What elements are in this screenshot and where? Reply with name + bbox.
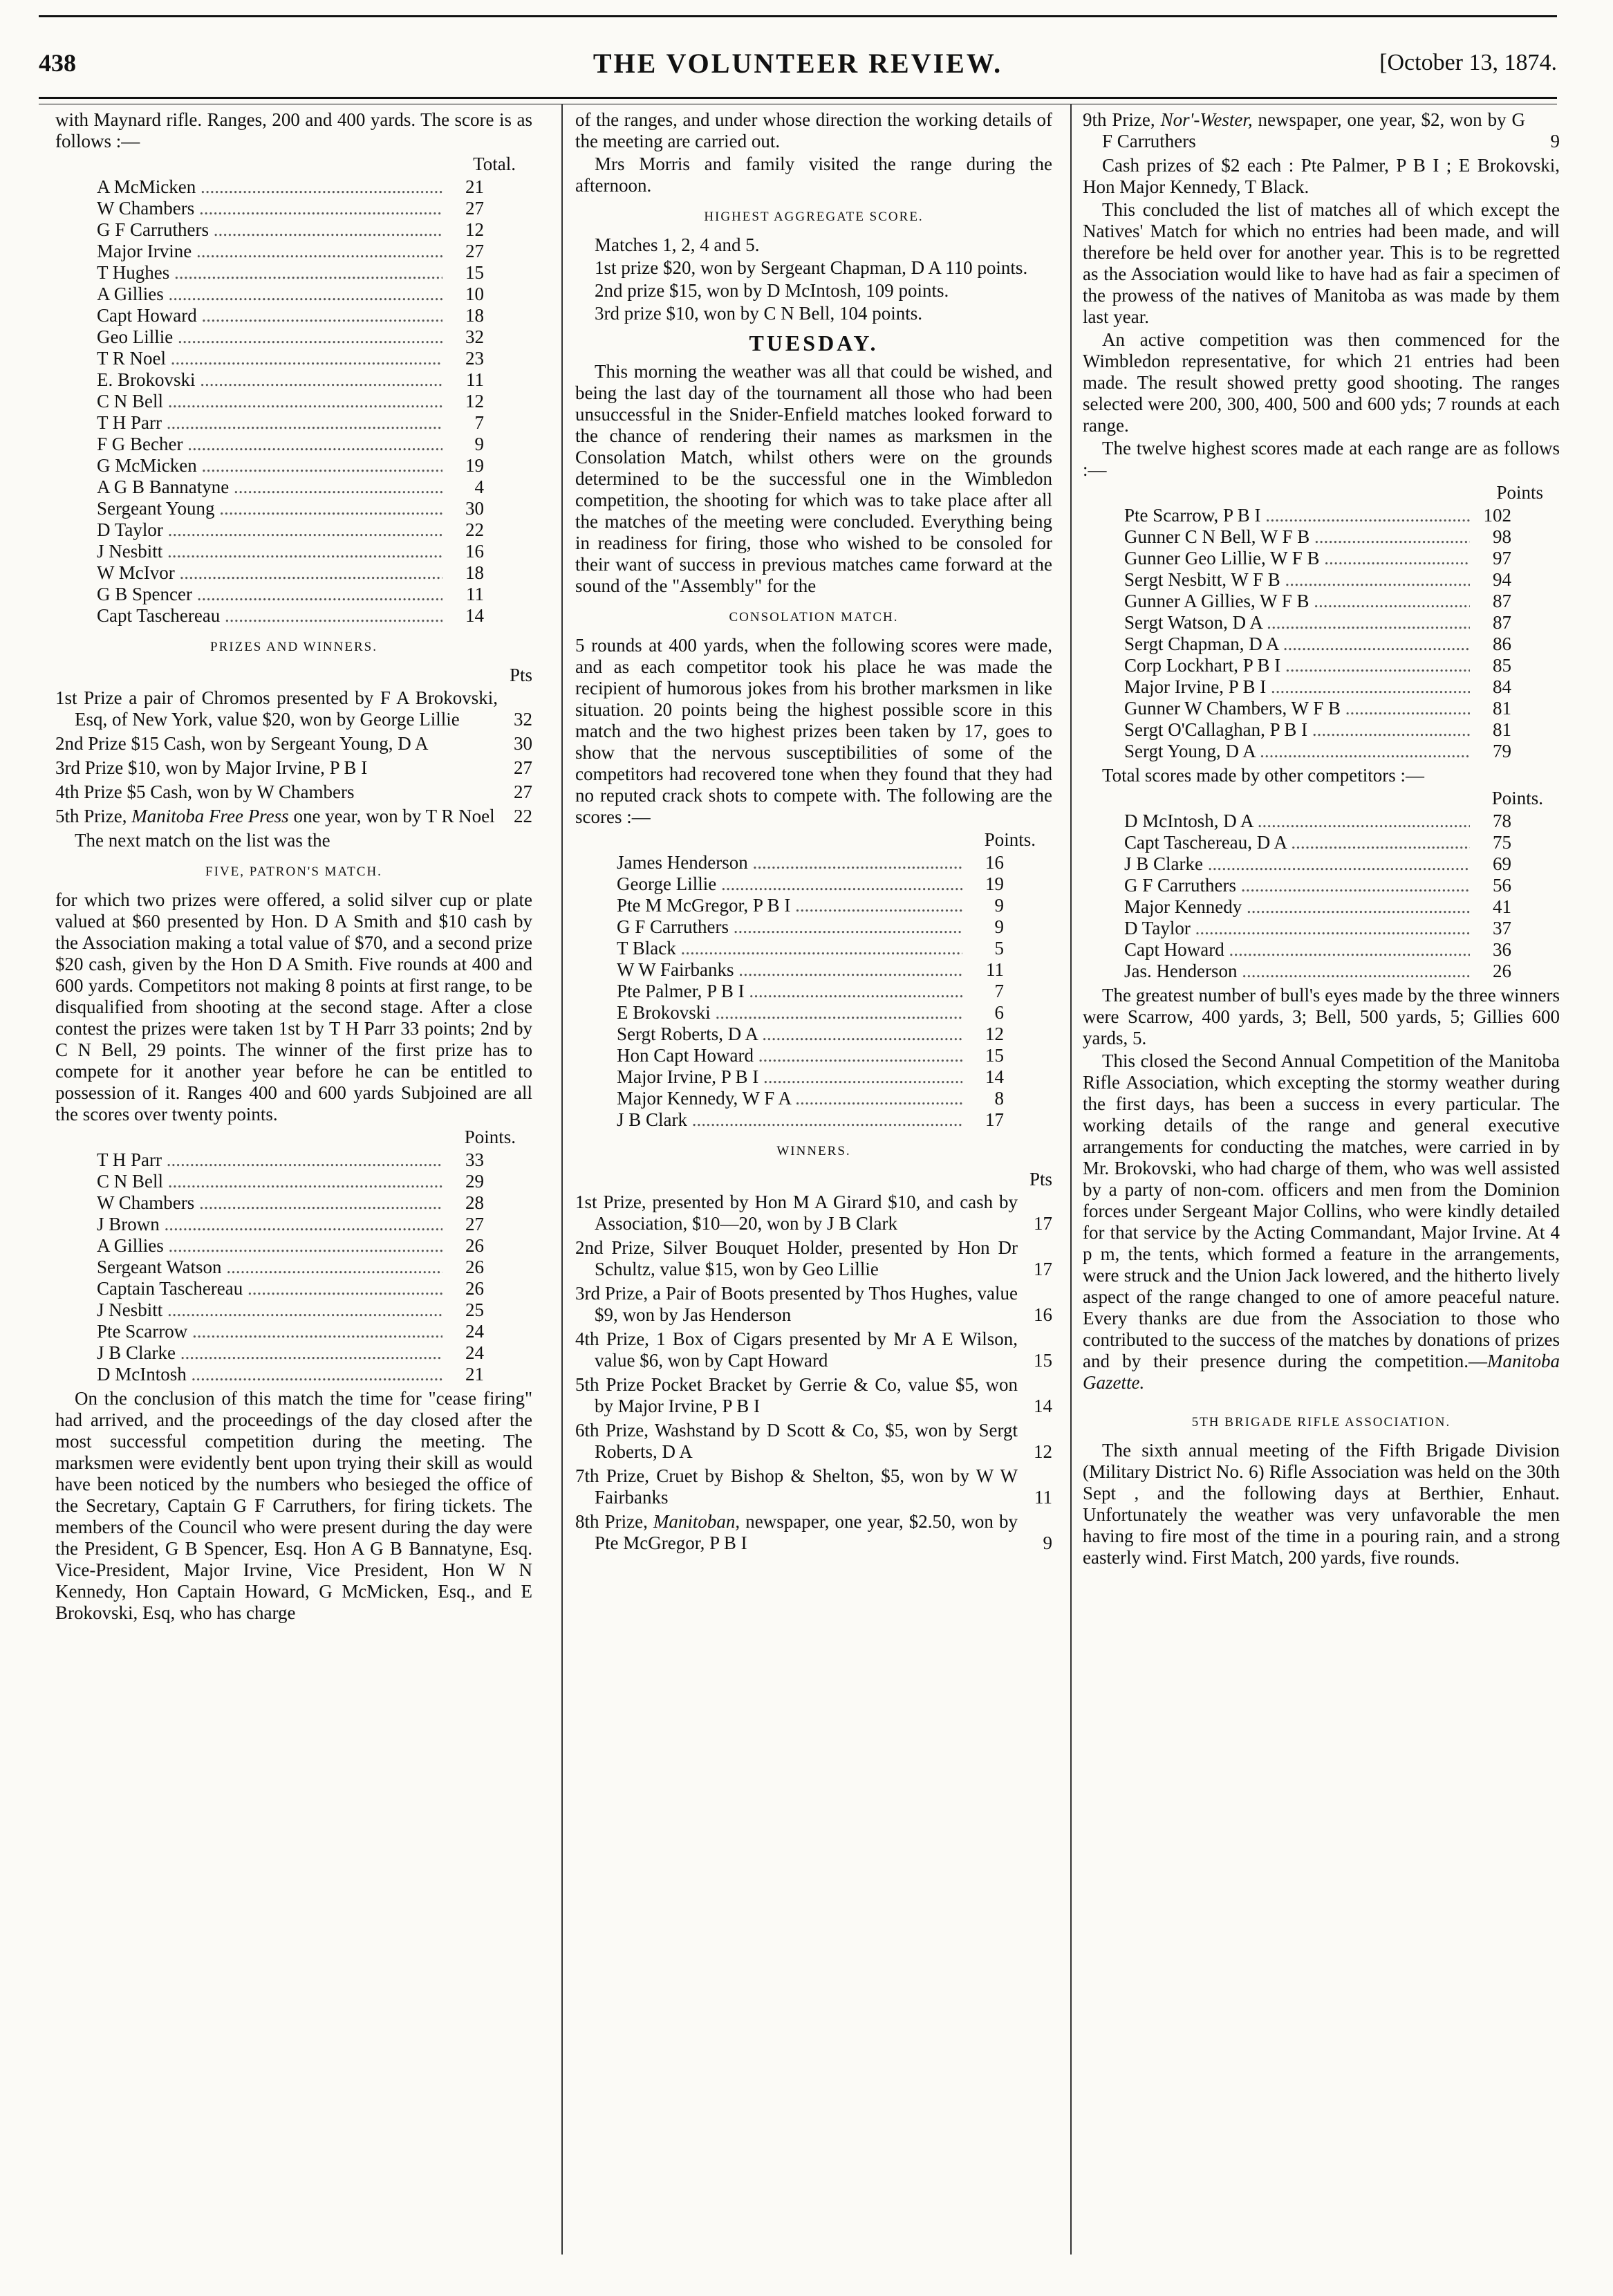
score-rows	[97, 1149, 484, 1385]
points-header: Points	[1496, 482, 1543, 503]
score-row	[1124, 832, 1511, 853]
competitor-name: Sergt Nesbitt, W F B .....	[1124, 569, 1470, 591]
competitor-name: T Black .....	[617, 938, 962, 959]
score-row	[97, 1364, 484, 1385]
score-row	[617, 895, 1004, 916]
competitor-score: 5	[994, 938, 1004, 959]
score-row	[617, 1088, 1004, 1109]
section-heading: WINNERS.	[776, 1144, 851, 1158]
score-row	[97, 284, 484, 305]
competitor-score: 8	[994, 1088, 1004, 1109]
score-row	[97, 369, 484, 391]
competitor-score: 11	[466, 369, 484, 390]
aggregate-prize: 1st prize $20, won by Sergeant Chapman, D A 110 points.	[595, 257, 1028, 278]
competitor-name: Major Irvine, P B I .....	[617, 1066, 962, 1088]
prize-text: 8th Prize, Manitoban, newspaper, one year, $2.50, won by Pte McGregor, P B I	[575, 1511, 1018, 1553]
top-border	[39, 15, 1557, 17]
section-heading: HIGHEST AGGREGATE SCORE.	[704, 210, 924, 224]
score-row	[617, 959, 1004, 981]
score-row	[97, 498, 484, 519]
competitor-score: 24	[465, 1342, 484, 1363]
score-row	[617, 1109, 1004, 1131]
score-table	[97, 176, 484, 627]
score-row	[97, 412, 484, 434]
competitor-name: Pte Scarrow .....	[97, 1321, 442, 1342]
score-table	[1124, 811, 1511, 982]
prize-text: 1st Prize a pair of Chromos presented by F A Brokovski, Esq, of New York, value $20, won by George Lillie	[55, 687, 498, 730]
competitor-name: A G B Bannatyne .....	[97, 476, 442, 498]
conclusion-paragraph: On the conclusion of this match the time for "cease firing" had arrived, and the proceedings of the day closed after the most successful competition during the meeting. The marksmen were evidently bent upon trying their skill as would have been noticed by the numbers who besieged the office of the Secretary, Captain G F Carruthers, for firing tickets. The members of the Council who were present during the day were the President, G B Spencer, Esq. Hon A G B Bannatyne, Esq. Vice-President, Major Irvine, Vice President, Hon W N Kennedy, Hon Captain Howard, G McMicken, Esq., and E Brokovski, Esq, who has charge	[55, 1388, 532, 1623]
competitor-name: Sergeant Watson .....	[97, 1257, 442, 1278]
competitor-name: Corp Lockhart, P B I .....	[1124, 655, 1470, 676]
scores-header: Total.	[473, 154, 516, 174]
pts-header: Pts	[509, 665, 532, 685]
competitor-score: 11	[986, 959, 1004, 980]
score-rows	[1124, 811, 1511, 982]
competitor-score: 84	[1493, 676, 1511, 697]
competitor-name: Sergt O'Callaghan, P B I .....	[1124, 719, 1470, 741]
score-row	[1124, 896, 1511, 918]
competitor-name: Capt Howard .....	[97, 305, 442, 326]
competitor-score: 30	[465, 498, 484, 519]
prize-points: 14	[1034, 1396, 1052, 1416]
prize-text: 4th Prize $5 Cash, won by W Chambers	[55, 781, 355, 802]
next-match-text: The next match on the list was the	[75, 830, 330, 851]
competitor-score: 15	[985, 1045, 1004, 1066]
competitor-name: J Nesbitt .....	[97, 1299, 442, 1321]
competitor-score: 18	[465, 305, 484, 326]
header-rule	[39, 97, 1557, 104]
score-row	[1124, 719, 1511, 741]
competitor-score: 14	[985, 1066, 1004, 1087]
competitor-score: 15	[465, 262, 484, 283]
competitor-name: T H Parr .....	[97, 412, 442, 434]
score-row	[617, 1002, 1004, 1024]
column-rule	[561, 104, 563, 2255]
section-heading: CONSOLATION MATCH.	[729, 610, 899, 624]
competitor-name: Gunner A Gillies, W F B .....	[1124, 591, 1470, 612]
competitor-score: 87	[1493, 591, 1511, 611]
day-heading: TUESDAY.	[749, 331, 879, 355]
score-rows	[97, 176, 484, 627]
competitor-score: 7	[994, 981, 1004, 1001]
score-row	[97, 476, 484, 498]
score-row	[97, 262, 484, 284]
competitor-name: Sergt Young, D A .....	[1124, 741, 1470, 762]
competitor-name: J B Clark .....	[617, 1109, 962, 1131]
competitor-score: 23	[465, 348, 484, 369]
competitor-score: 94	[1493, 569, 1511, 590]
score-row	[617, 981, 1004, 1002]
competitor-score: 9	[994, 895, 1004, 916]
prize-points: 27	[514, 781, 532, 802]
competitor-name: Gunner Geo Lillie, W F B .....	[1124, 548, 1470, 569]
competitor-score: 32	[465, 326, 484, 347]
concluded-paragraph: This concluded the list of matches all of which except the Natives' Match for which no entries had been made, and will therefore be held over for another year. This is to be regretted as the Association would like to have had as fair a specimen of the prowess of the natives of Manitoba as was made by them last year.	[1083, 199, 1560, 327]
prize-text: 3rd Prize $10, won by Major Irvine, P B I	[55, 757, 368, 778]
competitor-name: D Taylor .....	[1124, 918, 1470, 939]
score-row	[97, 1171, 484, 1192]
competitor-score: 9	[994, 916, 1004, 937]
competitor-name: Geo Lillie .....	[97, 326, 442, 348]
column-rule	[1070, 104, 1072, 2255]
competitor-score: 56	[1493, 875, 1511, 896]
prize-item	[575, 1237, 1052, 1280]
competitor-score: 17	[985, 1109, 1004, 1130]
competitor-score: 86	[1493, 633, 1511, 654]
matches-text: Matches 1, 2, 4 and 5.	[595, 234, 760, 255]
prize-item	[575, 1328, 1052, 1371]
competitor-score: 24	[465, 1321, 484, 1342]
aggregate-prize: 2nd prize $15, won by D McIntosh, 109 points.	[595, 280, 949, 301]
competitor-score: 7	[474, 412, 484, 433]
brigade-paragraph: The sixth annual meeting of the Fifth Brigade Division (Military District No. 6) Rifle Association was held on the 30th Sept , and the following days at Berthier, Enhaut. Unfortunately the weather was very unfavorable the men having to fire most of the time in a pouring rain, and a strong easterly wind. First Match, 200 yards, five rounds.	[1083, 1440, 1560, 1568]
competitor-name: G F Carruthers .....	[97, 219, 442, 241]
score-row	[97, 1299, 484, 1321]
competitor-score: 33	[465, 1149, 484, 1170]
prize-text: 5th Prize Pocket Bracket by Gerrie & Co, value $5, won by Major Irvine, P B I	[575, 1374, 1018, 1416]
competitor-score: 28	[465, 1192, 484, 1213]
score-row	[97, 348, 484, 369]
score-row	[1124, 853, 1511, 875]
competitor-name: Sergt Chapman, D A .....	[1124, 633, 1470, 655]
prize-item	[575, 1283, 1052, 1326]
competitor-score: 18	[465, 562, 484, 583]
prize-points: 15	[1034, 1350, 1052, 1371]
competitor-score: 27	[465, 241, 484, 261]
competitor-score: 4	[474, 476, 484, 497]
score-row	[97, 541, 484, 562]
consolation-paragraph: 5 rounds at 400 yards, when the following scores were made, and as each competitor took his place he was made the recipient of humorous jokes from his brother marksmen in like situation. 20 points being the highest possible score in this match and the two highest prizes been taken by 17, goes to show that the nervous susceptibilities of some of the competitors had recovered tone when they found that they had no reputed crack shots to compete with. The following are the scores :—	[575, 635, 1052, 827]
competitor-name: Sergeant Young .....	[97, 498, 442, 519]
prize-points: 11	[1034, 1487, 1052, 1508]
competitor-score: 19	[465, 455, 484, 476]
prize-text: 2nd Prize, Silver Bouquet Holder, presented by Hon Dr Schultz, value $15, won by Geo Lillie	[575, 1237, 1018, 1279]
score-row	[1124, 548, 1511, 569]
prize-text: 2nd Prize $15 Cash, won by Sergeant Young, D A	[55, 733, 429, 754]
wimbledon-paragraph: An active competition was then commenced for the Wimbledon representative, for which 21 entries had been made. The result showed pretty good shooting. The ranges selected were 200, 300, 400, 500 and 600 yds; 7 rounds at each range.	[1083, 329, 1560, 436]
competitor-name: A Gillies .....	[97, 284, 442, 305]
points-header: Points.	[1491, 788, 1543, 808]
score-row	[1124, 939, 1511, 961]
score-row	[1124, 655, 1511, 676]
points-header: Points.	[464, 1127, 516, 1147]
competitor-name: W W Fairbanks .....	[617, 959, 962, 981]
competitor-name: W Chambers .....	[97, 1192, 442, 1214]
score-row	[1124, 569, 1511, 591]
score-row	[97, 219, 484, 241]
competitor-name: Capt Howard .....	[1124, 939, 1470, 961]
prize-points: 27	[514, 757, 532, 778]
prize-points: 17	[1034, 1213, 1052, 1234]
competitor-score: 85	[1493, 655, 1511, 676]
competitor-score: 36	[1493, 939, 1511, 960]
competitor-name: Sergt Watson, D A .....	[1124, 612, 1470, 633]
score-table	[1124, 505, 1511, 762]
competitor-name: E Brokovski .....	[617, 1002, 962, 1024]
competitor-score: 16	[465, 541, 484, 562]
score-row	[1124, 961, 1511, 982]
prize-item	[575, 1465, 1052, 1508]
prize-text: 6th Prize, Washstand by D Scott & Co, $5, won by Sergt Roberts, D A	[575, 1420, 1018, 1462]
competitor-score: 26	[465, 1278, 484, 1299]
prize-item	[55, 781, 532, 803]
continued-text: of the ranges, and under whose direction the working details of the meeting are carried out.	[575, 109, 1052, 151]
score-row	[617, 1066, 1004, 1088]
score-row	[97, 584, 484, 605]
closed-paragraph: This closed the Second Annual Competition of the Manitoba Rifle Association, which excepting the stormy weather during the first days, has been a success in every particular. The working details of the range and general executive arrangements for conducting the matches, were carried in by Mr. Brokovski, who had charge of them, who was well assisted by a party of non-com. officers and men from the Dominion forces under Sergeant Major Collins, who were kindly detailed for that service by the Acting Commandant, Major Irvine. At 4 p m, the tents, which formed a feature in the arrangements, were struck and the Union Jack lowered, and the hitherto lively aspect of the range changed to one of amore peaceful nature. Every thanks are due from the Association to those who contributed to the success of the matches by donations of prizes and by their presence during the competition.—Manitoba Gazette.	[1083, 1050, 1560, 1393]
competitor-name: A Gillies .....	[97, 1235, 442, 1257]
score-row	[1124, 505, 1511, 526]
competitor-name: Sergt Roberts, D A .....	[617, 1024, 962, 1045]
competitor-score: 12	[465, 219, 484, 240]
competitor-name: G F Carruthers .....	[1124, 875, 1470, 896]
pts-header: Pts	[1029, 1169, 1052, 1189]
competitor-name: Captain Taschereau .....	[97, 1278, 442, 1299]
competitor-name: Pte Scarrow, P B I .....	[1124, 505, 1470, 526]
competitor-score: 10	[465, 284, 484, 304]
competitor-score: 19	[985, 873, 1004, 894]
competitor-score: 11	[466, 584, 484, 604]
score-row	[1124, 918, 1511, 939]
prize-points: 17	[1034, 1259, 1052, 1279]
score-row	[617, 852, 1004, 873]
score-row	[1124, 741, 1511, 762]
competitor-score: 9	[474, 434, 484, 454]
issue-date: [October 13, 1874.	[1379, 50, 1557, 75]
competitor-score: 81	[1493, 719, 1511, 740]
score-rows	[617, 852, 1004, 1131]
competitor-name: Major Irvine, P B I .....	[1124, 676, 1470, 698]
competitor-name: James Henderson .....	[617, 852, 962, 873]
competitor-score: 98	[1493, 526, 1511, 547]
score-row	[97, 434, 484, 455]
column-1	[55, 109, 532, 2246]
competitor-score: 41	[1493, 896, 1511, 917]
score-row	[97, 326, 484, 348]
competitor-name: D Taylor .....	[97, 519, 442, 541]
score-row	[1124, 676, 1511, 698]
morris-text: Mrs Morris and family visited the range during the afternoon.	[575, 154, 1052, 196]
competitor-score: 21	[465, 176, 484, 197]
prize-text: 1st Prize, presented by Hon M A Girard $10, and cash by Association, $10—20, won by J B Clark	[575, 1192, 1018, 1234]
competitor-name: Major Kennedy, W F A .....	[617, 1088, 962, 1109]
score-row	[97, 1321, 484, 1342]
competitor-name: Capt Taschereau, D A .....	[1124, 832, 1470, 853]
competitor-score: 16	[985, 852, 1004, 873]
column-2	[575, 109, 1052, 2246]
intro-text: with Maynard rifle. Ranges, 200 and 400 yards. The score is as follows :—	[55, 109, 532, 151]
competitor-score: 22	[465, 519, 484, 540]
competitor-score: 26	[465, 1235, 484, 1256]
competitor-name: J B Clarke .....	[1124, 853, 1470, 875]
competitor-score: 75	[1493, 832, 1511, 853]
competitor-score: 21	[465, 1364, 484, 1385]
competitor-name: A McMicken .....	[97, 176, 442, 198]
competitor-name: Pte Palmer, P B I .....	[617, 981, 962, 1002]
score-row	[97, 519, 484, 541]
tuesday-paragraph: This morning the weather was all that could be wished, and being the last day of the tournament all those who had been unsuccessful in the Snider-Enfield matches looked forward to the chance of rendering their names as marksmen in the Consolation Match, whilst others were on the grounds determined to be the successful one in the Wimbledon competition, the shooting for which was to take place after all the matches of the meeting were concluded. Everything being in readiness for firing, those who wished to be consoled for their want of success in previous matches came forward at the sound of the "Assembly" for the	[575, 361, 1052, 596]
prize-text: 5th Prize, Manitoba Free Press one year, won by T R Noel	[55, 806, 495, 826]
competitor-name: G F Carruthers .....	[617, 916, 962, 938]
competitor-name: J Brown .....	[97, 1214, 442, 1235]
section-heading: PRIZES AND WINNERS.	[210, 640, 377, 654]
score-row	[97, 1342, 484, 1364]
score-table	[617, 852, 1004, 1131]
competitor-score: 87	[1493, 612, 1511, 633]
aggregate-prize: 3rd prize $10, won by C N Bell, 104 points.	[595, 303, 922, 324]
score-row	[97, 305, 484, 326]
competitor-name: Hon Capt Howard .....	[617, 1045, 962, 1066]
score-rows	[1124, 505, 1511, 762]
competitor-score: 69	[1493, 853, 1511, 874]
prize-points: 30	[514, 733, 532, 754]
prize-item	[575, 1192, 1052, 1234]
prize-list	[575, 1192, 1052, 1554]
source-credit: Manitoba Gazette.	[1083, 1351, 1560, 1393]
score-row	[1124, 811, 1511, 832]
competitor-name: T H Parr .....	[97, 1149, 442, 1171]
score-row	[1124, 633, 1511, 655]
page-header	[39, 48, 1557, 90]
prize-text: 3rd Prize, a Pair of Boots presented by Thos Hughes, value $9, won by Jas Henderson	[575, 1283, 1018, 1325]
competitor-name: T Hughes .....	[97, 262, 442, 284]
prize-item	[575, 1511, 1052, 1554]
competitor-score: 78	[1493, 811, 1511, 831]
twelve-highest-text: The twelve highest scores made at each range are as follows :—	[1083, 438, 1560, 480]
cash-prizes-text: Cash prizes of $2 each : Pte Palmer, P B I ; E Brokovski, Hon Major Kennedy, T Black.	[1083, 155, 1560, 197]
prize-points: 22	[514, 806, 532, 826]
competitor-name: Gunner W Chambers, W F B .....	[1124, 698, 1470, 719]
prize-points: 9	[1043, 1533, 1052, 1553]
prize-text: 4th Prize, 1 Box of Cigars presented by Mr A E Wilson, value $6, won by Capt Howard	[575, 1328, 1018, 1371]
prize-points: 16	[1034, 1304, 1052, 1325]
prize-item	[55, 733, 532, 754]
score-row	[1124, 591, 1511, 612]
score-row	[97, 198, 484, 219]
score-row	[97, 1257, 484, 1278]
competitor-name: C N Bell .....	[97, 1171, 442, 1192]
competitor-name: T R Noel .....	[97, 348, 442, 369]
score-row	[1124, 698, 1511, 719]
competitor-score: 6	[994, 1002, 1004, 1023]
competitor-score: 26	[465, 1257, 484, 1277]
prize-points: 12	[1034, 1441, 1052, 1462]
competitor-score: 27	[465, 198, 484, 219]
score-row	[1124, 526, 1511, 548]
competitor-name: J Nesbitt .....	[97, 541, 442, 562]
score-row	[97, 1192, 484, 1214]
score-row	[97, 241, 484, 262]
score-table	[97, 1149, 484, 1385]
score-row	[97, 1278, 484, 1299]
score-row	[617, 873, 1004, 895]
prize-item	[575, 1374, 1052, 1417]
competitor-score: 26	[1493, 961, 1511, 981]
competitor-score: 97	[1493, 548, 1511, 568]
page-number: 438	[39, 49, 76, 77]
competitor-name: C N Bell .....	[97, 391, 442, 412]
section-heading: FIVE, PATRON'S MATCH.	[205, 864, 382, 879]
competitor-name: Major Kennedy .....	[1124, 896, 1470, 918]
competitor-name: G B Spencer .....	[97, 584, 442, 605]
score-row	[617, 1045, 1004, 1066]
score-row	[97, 605, 484, 627]
score-row	[97, 562, 484, 584]
competitor-name: George Lillie .....	[617, 873, 962, 895]
score-row	[97, 1214, 484, 1235]
prize-list	[55, 687, 532, 827]
points-header: Points.	[984, 829, 1036, 850]
competitor-score: 102	[1483, 505, 1511, 526]
score-row	[97, 455, 484, 476]
prize-points: 32	[514, 709, 532, 730]
competitor-score: 14	[465, 605, 484, 626]
publication-title: THE VOLUNTEER REVIEW.	[593, 48, 1003, 79]
competitor-name: F G Becher .....	[97, 434, 442, 455]
competitor-score: 27	[465, 1214, 484, 1234]
competitor-score: 37	[1493, 918, 1511, 938]
total-others-text: Total scores made by other competitors :—	[1102, 765, 1424, 786]
competitor-name: Jas. Henderson .....	[1124, 961, 1470, 982]
score-row	[1124, 875, 1511, 896]
column-3	[1083, 109, 1560, 2246]
competitor-name: Pte M McGregor, P B I .....	[617, 895, 962, 916]
competitor-name: D McIntosh, D A .....	[1124, 811, 1470, 832]
score-row	[617, 916, 1004, 938]
bulls-eyes-text: The greatest number of bull's eyes made by the three winners were Scarrow, 400 yards, 3; Bell, 500 yards, 5; Gillies 600 yards, 5.	[1083, 985, 1560, 1048]
section-heading: 5TH BRIGADE RIFLE ASSOCIATION.	[1191, 1415, 1451, 1429]
competitor-name: E. Brokovski .....	[97, 369, 442, 391]
prize-item	[55, 806, 532, 827]
score-row	[97, 391, 484, 412]
competitor-name: W McIvor .....	[97, 562, 442, 584]
score-row	[617, 1024, 1004, 1045]
competitor-name: W Chambers .....	[97, 198, 442, 219]
competitor-score: 12	[465, 391, 484, 411]
competitor-score: 81	[1493, 698, 1511, 719]
competitor-score: 25	[465, 1299, 484, 1320]
prize-item	[55, 687, 532, 730]
competitor-name: J B Clarke .....	[97, 1342, 442, 1364]
score-row	[97, 176, 484, 198]
competitor-name: G McMicken .....	[97, 455, 442, 476]
competitor-score: 29	[465, 1171, 484, 1192]
score-row	[1124, 612, 1511, 633]
patrons-paragraph: for which two prizes were offered, a solid silver cup or plate valued at $60 presented by Hon. D A Smith and $10 cash by the Association making a total value of $70, and a second prize $20 cash, given by the Hon D A Smith. Five rounds at 400 and 600 yards. Competitors not making 8 points at first range, to be disqualified from shooting at the second stage. After a close contest the prizes were taken 1st by T H Parr 33 points; 2nd by C N Bell, 29 points. The winner of the first prize has to compete for it another year before he can be entitled to possession of it. Ranges 400 and 600 yards Subjoined are all the scores over twenty points.	[55, 889, 532, 1124]
prize-item: 9th Prize, Nor'-Wester, newspaper, one year, $2, won by G F Carruthers 9	[1083, 109, 1560, 151]
prize-item	[55, 757, 532, 779]
score-row	[617, 938, 1004, 959]
prize-item	[575, 1420, 1052, 1463]
competitor-score: 12	[985, 1024, 1004, 1044]
score-row	[97, 1235, 484, 1257]
score-row	[97, 1149, 484, 1171]
competitor-name: Major Irvine .....	[97, 241, 442, 262]
competitor-name: Gunner C N Bell, W F B .....	[1124, 526, 1470, 548]
prize-text: 7th Prize, Cruet by Bishop & Shelton, $5, won by W W Fairbanks	[575, 1465, 1018, 1508]
competitor-score: 79	[1493, 741, 1511, 761]
competitor-name: Capt Taschereau .....	[97, 605, 442, 627]
competitor-name: D McIntosh .....	[97, 1364, 442, 1385]
